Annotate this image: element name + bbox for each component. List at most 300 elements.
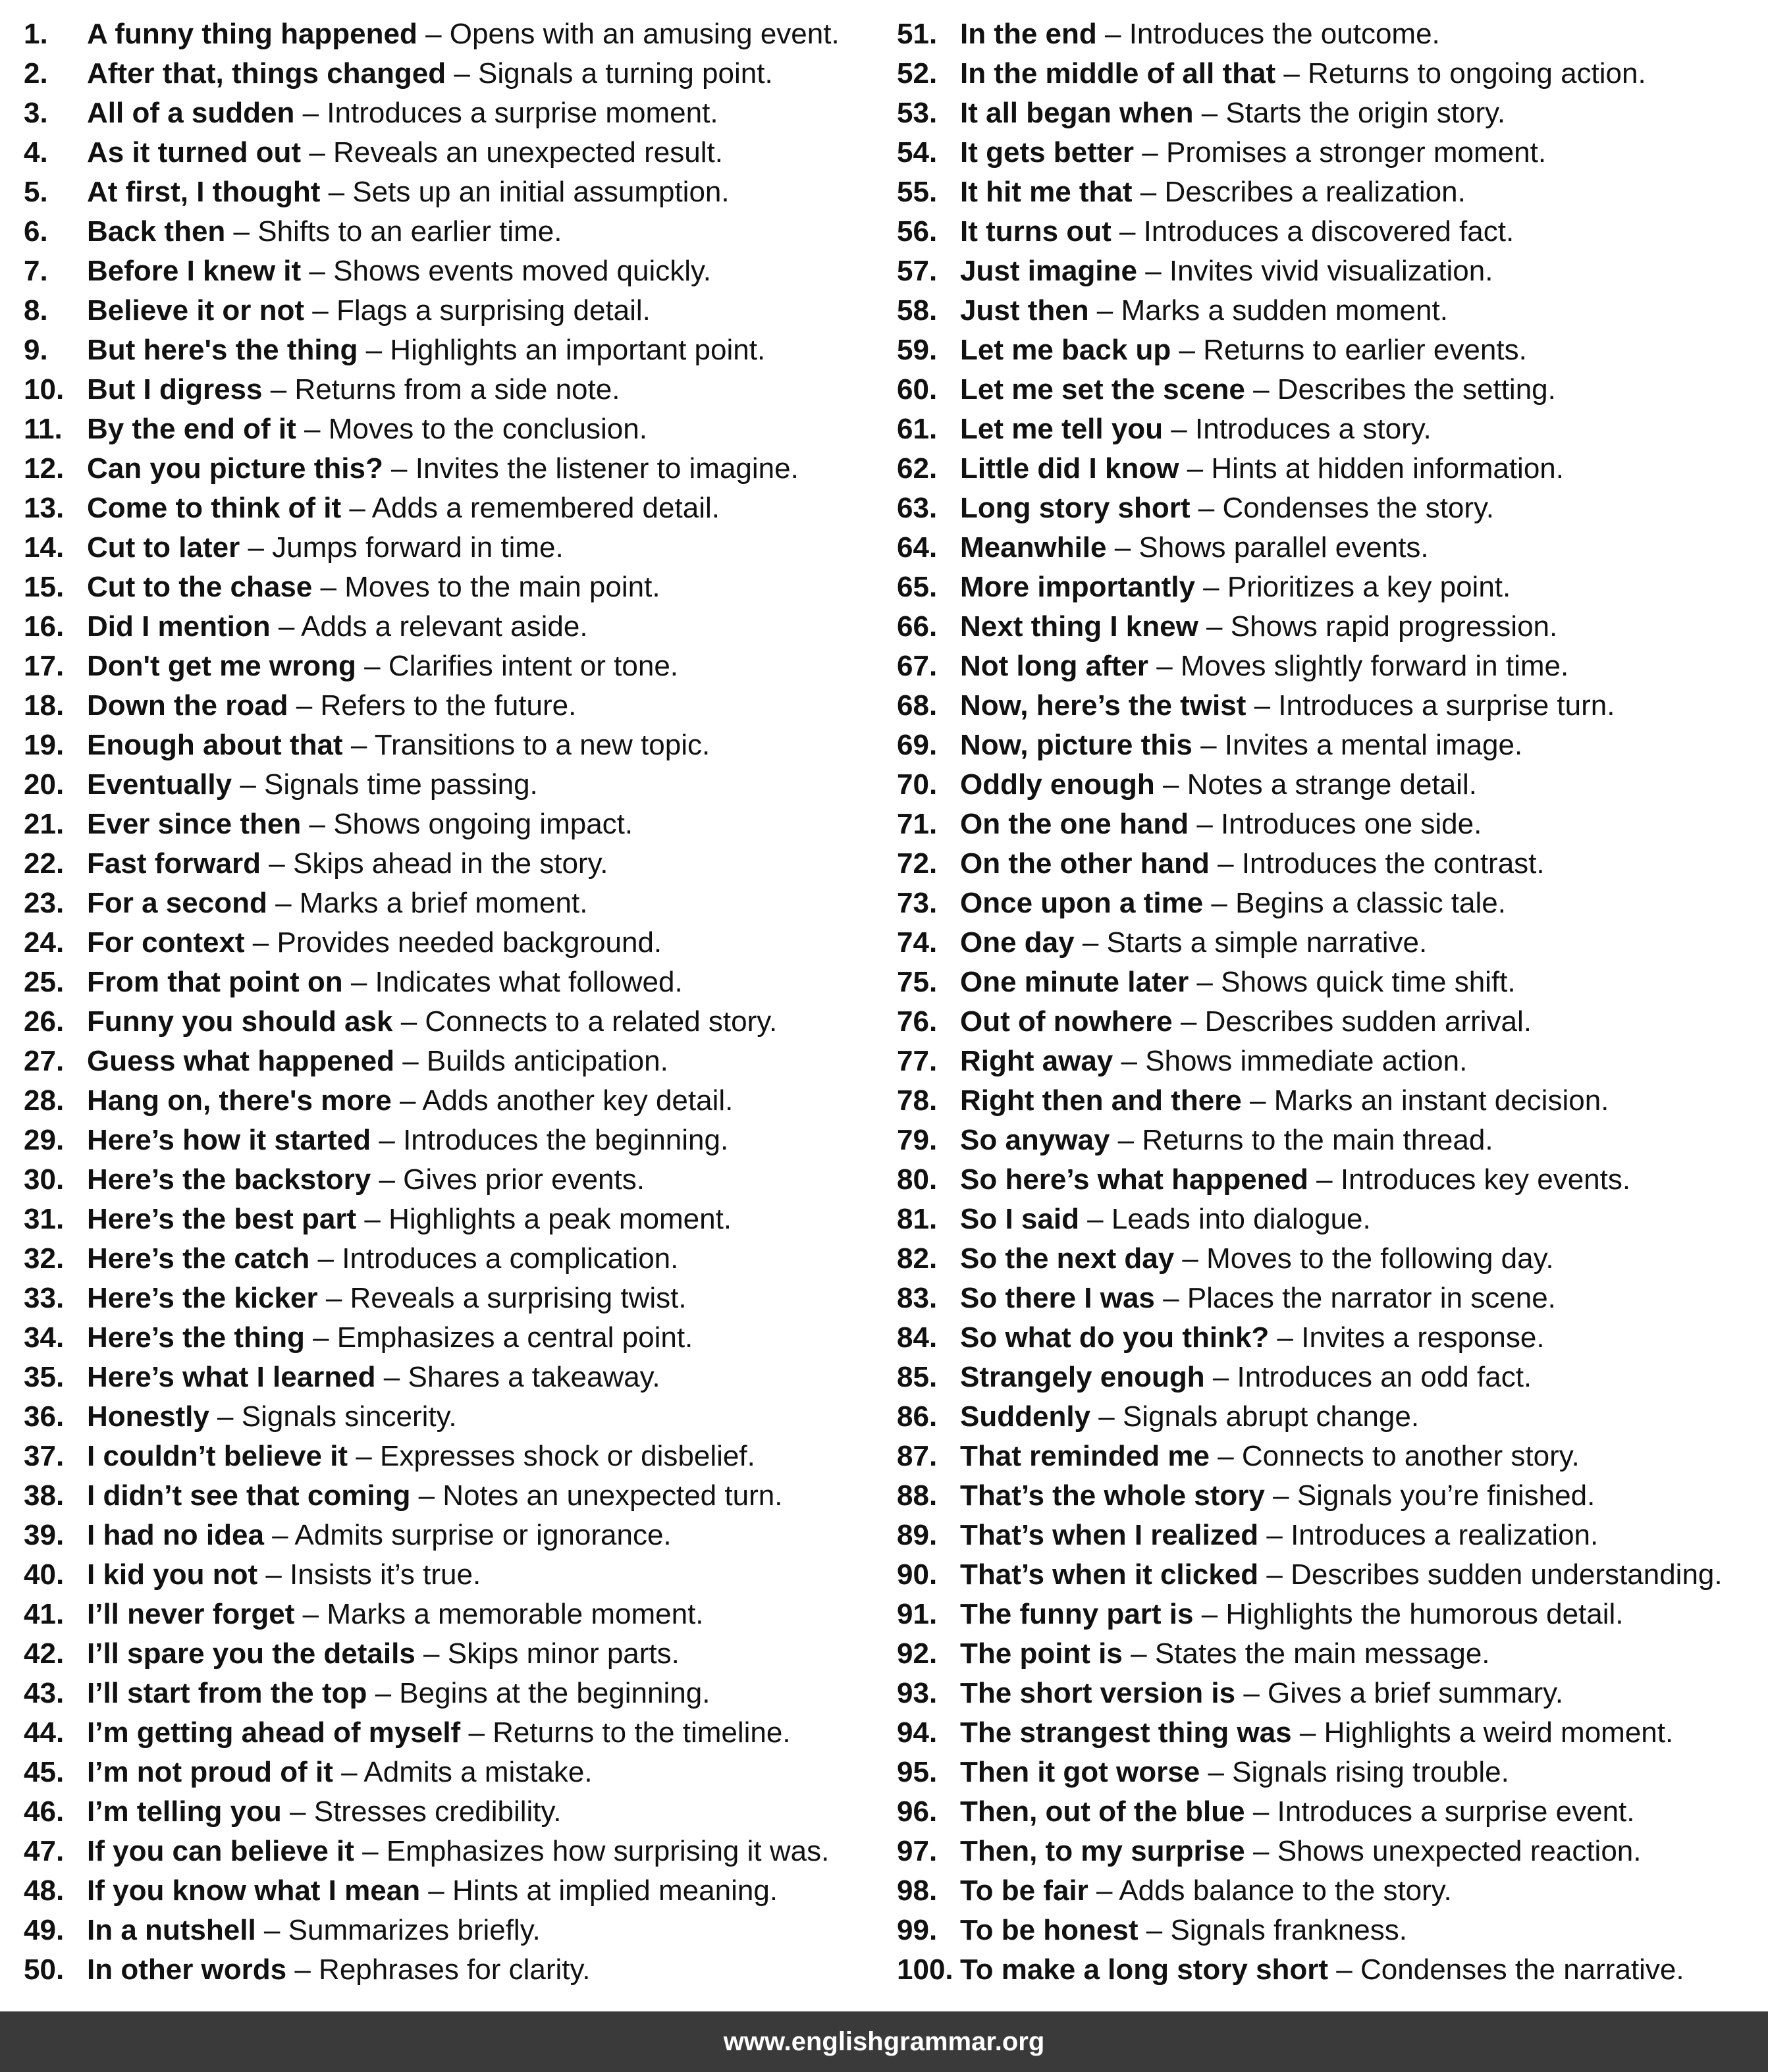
item-description: Introduces key events. [1340, 1163, 1631, 1196]
list-item [24, 1950, 873, 1990]
item-text [87, 410, 647, 449]
list-item [24, 133, 873, 173]
list-item [24, 1911, 873, 1950]
item-phrase: Let me tell you [960, 413, 1164, 445]
item-description: Expresses shock or disbelief. [380, 1440, 755, 1472]
item-text [87, 963, 683, 1002]
item-description: Moves to the conclusion. [328, 413, 647, 445]
item-number: 78. [897, 1084, 938, 1117]
item-separator: – [420, 1874, 452, 1907]
item-description: Highlights a peak moment. [388, 1203, 732, 1235]
item-phrase: Cut to the chase [87, 571, 313, 603]
item-number: 45. [24, 1756, 65, 1788]
item-text [960, 805, 1482, 844]
item-phrase: Here’s what I learned [87, 1361, 376, 1393]
item-number: 3. [24, 97, 48, 129]
item-description: Moves to the main point. [344, 571, 660, 603]
item-description: Condenses the story. [1222, 492, 1495, 524]
item-phrase: It turns out [960, 215, 1112, 248]
item-text [960, 1871, 1452, 1911]
item-description: Hints at hidden information. [1211, 452, 1564, 485]
item-text [960, 647, 1568, 686]
footer-banner [0, 2011, 1768, 2072]
list-item [24, 1397, 873, 1437]
item-description: Returns to the main thread. [1142, 1124, 1493, 1156]
item-separator: – [1154, 1282, 1187, 1314]
item-phrase: Now, here’s the twist [960, 689, 1246, 722]
item-separator: – [1235, 1677, 1268, 1709]
item-description: Marks a sudden moment. [1121, 294, 1448, 327]
item-number: 50. [24, 1953, 65, 1986]
list-item [24, 291, 873, 331]
item-number: 31. [24, 1203, 65, 1235]
item-number: 49. [24, 1914, 65, 1946]
list-item [897, 1634, 1759, 1674]
item-description: Returns from a side note. [294, 373, 620, 406]
item-text [960, 1555, 1723, 1595]
list-item [24, 686, 873, 726]
item-description: Shows rapid progression. [1230, 610, 1558, 643]
item-phrase: I’m not proud of it [87, 1756, 333, 1788]
item-number: 64. [897, 531, 938, 564]
list-item [897, 1042, 1759, 1081]
item-separator: – [446, 57, 479, 90]
item-description: Introduces the outcome. [1129, 18, 1440, 50]
item-number: 89. [897, 1519, 938, 1551]
list-item [897, 1871, 1759, 1911]
item-phrase: So what do you think? [960, 1321, 1270, 1354]
item-text [960, 489, 1494, 528]
item-phrase: I couldn’t believe it [87, 1440, 348, 1472]
item-text [960, 1476, 1595, 1516]
item-text [87, 1516, 672, 1555]
item-text [87, 1437, 755, 1476]
item-description: Introduces a complication. [342, 1242, 679, 1275]
item-phrase: Before I knew it [87, 255, 302, 287]
item-number: 56. [897, 215, 938, 248]
item-description: Adds balance to the story. [1119, 1874, 1452, 1907]
item-text [960, 252, 1493, 291]
item-text [960, 528, 1429, 568]
item-text [87, 133, 723, 173]
item-number: 1. [24, 18, 48, 50]
item-separator: – [232, 768, 265, 801]
item-text [960, 1358, 1532, 1397]
item-description: Moves to the following day. [1206, 1242, 1554, 1275]
item-number: 100. [897, 1953, 953, 1986]
item-separator: – [1246, 689, 1279, 722]
item-description: Builds anticipation. [426, 1045, 668, 1077]
item-number: 53. [897, 97, 938, 129]
item-description: Describes sudden understanding. [1291, 1558, 1723, 1591]
item-separator: – [294, 97, 327, 129]
item-phrase: Come to think of it [87, 492, 342, 524]
item-number: 71. [897, 808, 938, 840]
item-description: Connects to another story. [1241, 1440, 1580, 1472]
item-description: Skips minor parts. [447, 1637, 680, 1670]
item-number: 27. [24, 1045, 65, 1077]
item-text [87, 173, 730, 212]
item-text [87, 1121, 728, 1160]
item-separator: – [1193, 97, 1226, 129]
item-text [87, 884, 587, 923]
list-item [897, 647, 1759, 686]
item-number: 74. [897, 926, 938, 959]
item-text [960, 726, 1522, 765]
item-phrase: By the end of it [87, 413, 296, 445]
item-text [960, 173, 1466, 212]
list-item [24, 805, 873, 844]
item-separator: – [1291, 1716, 1324, 1749]
item-separator: – [1110, 1124, 1142, 1156]
list-item [24, 1239, 873, 1279]
item-separator: – [309, 1242, 342, 1275]
item-number: 36. [24, 1400, 65, 1433]
list-item [897, 923, 1759, 963]
list-item [897, 528, 1759, 568]
item-number: 76. [897, 1005, 938, 1038]
item-number: 83. [897, 1282, 938, 1314]
item-number: 86. [897, 1400, 938, 1433]
item-text [960, 1160, 1630, 1200]
item-phrase: All of a sudden [87, 97, 295, 129]
item-phrase: Just imagine [960, 255, 1137, 287]
list-item [24, 173, 873, 212]
item-number: 52. [897, 57, 938, 90]
item-separator: – [1122, 1637, 1155, 1670]
item-text [87, 1950, 590, 1990]
item-phrase: Next thing I knew [960, 610, 1198, 643]
item-separator: – [301, 808, 334, 840]
item-text [960, 1832, 1641, 1871]
list-item [24, 963, 873, 1002]
item-phrase: Here’s the best part [87, 1203, 357, 1235]
list-item [24, 1160, 873, 1200]
item-separator: – [1189, 808, 1221, 840]
item-description: Moves slightly forward in time. [1180, 650, 1569, 682]
item-description: Returns to earlier events. [1203, 334, 1527, 366]
list-item [897, 1239, 1759, 1279]
item-phrase: To make a long story short [960, 1953, 1329, 1986]
item-separator: – [348, 1440, 380, 1472]
list-item [897, 1476, 1759, 1516]
item-text [960, 1200, 1371, 1239]
item-text [87, 1081, 733, 1121]
item-phrase: Once upon a time [960, 887, 1204, 919]
item-text [87, 331, 765, 370]
item-number: 65. [897, 571, 938, 603]
list-item [897, 252, 1759, 291]
item-phrase: Enough about that [87, 729, 343, 761]
item-separator: – [261, 847, 293, 880]
item-separator: – [1203, 887, 1236, 919]
item-text [960, 568, 1511, 607]
item-text [960, 1121, 1493, 1160]
item-text [960, 1239, 1554, 1279]
list-item [24, 1476, 873, 1516]
item-text [960, 1516, 1598, 1555]
item-text [87, 252, 711, 291]
item-text [87, 1239, 678, 1279]
item-description: Emphasizes how surprising it was. [386, 1835, 830, 1867]
item-number: 44. [24, 1716, 65, 1749]
item-separator: – [392, 1005, 425, 1038]
item-description: States the main message. [1154, 1637, 1490, 1670]
item-number: 69. [897, 729, 938, 761]
item-text [87, 568, 660, 607]
item-text [960, 1279, 1556, 1318]
list-item [897, 805, 1759, 844]
item-number: 14. [24, 531, 65, 564]
item-separator: – [371, 1124, 404, 1156]
item-text [960, 1042, 1467, 1081]
item-phrase: Oddly enough [960, 768, 1155, 801]
item-number: 32. [24, 1242, 65, 1275]
item-phrase: Just then [960, 294, 1089, 327]
item-description: Summarizes briefly. [288, 1914, 541, 1946]
item-separator: – [257, 1558, 290, 1591]
item-text [87, 726, 710, 765]
item-description: Notes a strange detail. [1187, 768, 1477, 801]
item-separator: – [1163, 413, 1195, 445]
item-number: 95. [897, 1756, 938, 1788]
item-phrase: Fast forward [87, 847, 261, 880]
list-item [897, 173, 1759, 212]
item-separator: – [301, 255, 334, 287]
item-phrase: I’m getting ahead of myself [87, 1716, 461, 1749]
item-number: 25. [24, 966, 65, 998]
item-description: Shows quick time shift. [1221, 966, 1516, 998]
item-description: Marks an instant decision. [1273, 1084, 1609, 1117]
item-separator: – [1308, 1163, 1341, 1196]
item-separator: – [1204, 1361, 1237, 1393]
list-item [897, 93, 1759, 133]
item-separator: – [1148, 650, 1181, 682]
item-separator: – [1258, 1558, 1291, 1591]
item-number: 75. [897, 966, 938, 998]
item-text [87, 607, 588, 647]
item-number: 97. [897, 1835, 938, 1867]
item-number: 24. [24, 926, 65, 959]
item-text [960, 686, 1615, 726]
item-number: 81. [897, 1203, 938, 1235]
item-separator: – [356, 1203, 389, 1235]
item-separator: – [209, 1400, 242, 1433]
list-item [24, 1792, 873, 1832]
item-description: Notes an unexpected turn. [442, 1479, 783, 1512]
list-item [24, 1002, 873, 1042]
item-text [960, 1634, 1490, 1674]
item-phrase: The funny part is [960, 1598, 1194, 1630]
item-text [87, 1279, 687, 1318]
item-text [87, 1713, 791, 1753]
item-description: Introduces a surprise moment. [327, 97, 718, 129]
item-number: 67. [897, 650, 938, 682]
item-number: 12. [24, 452, 65, 485]
item-separator: – [317, 1282, 350, 1314]
item-text [960, 14, 1440, 54]
item-phrase: On the one hand [960, 808, 1189, 840]
item-number: 33. [24, 1282, 65, 1314]
item-number: 59. [897, 334, 938, 366]
item-number: 41. [24, 1598, 65, 1630]
item-separator: – [1074, 926, 1107, 959]
item-separator: – [1192, 729, 1225, 761]
item-separator: – [304, 1321, 337, 1354]
item-description: Adds another key detail. [422, 1084, 734, 1117]
list-item [897, 1674, 1759, 1713]
item-phrase: The short version is [960, 1677, 1236, 1709]
item-phrase: Little did I know [960, 452, 1179, 485]
item-description: Emphasizes a central point. [336, 1321, 693, 1354]
item-description: Introduces the beginning. [403, 1124, 729, 1156]
item-text [87, 212, 562, 252]
item-separator: – [1174, 1242, 1207, 1275]
item-text [87, 1634, 680, 1674]
item-text [87, 14, 840, 54]
item-text [960, 1674, 1563, 1713]
item-phrase: In a nutshell [87, 1914, 256, 1946]
item-separator: – [1190, 492, 1223, 524]
item-separator: – [1088, 294, 1121, 327]
list-item [897, 1595, 1759, 1634]
list-item [24, 1753, 873, 1792]
item-separator: – [410, 1479, 443, 1512]
list-item [897, 884, 1759, 923]
item-description: Signals time passing. [264, 768, 538, 801]
item-phrase: That’s when I realized [960, 1519, 1259, 1551]
item-separator: – [1275, 57, 1308, 90]
item-number: 72. [897, 847, 938, 880]
item-separator: – [262, 373, 295, 406]
item-number: 17. [24, 650, 65, 682]
list-item [897, 212, 1759, 252]
item-separator: – [1328, 1953, 1360, 1986]
list-item [897, 133, 1759, 173]
item-separator: – [1079, 1203, 1112, 1235]
item-description: Describes the setting. [1277, 373, 1556, 406]
item-number: 77. [897, 1045, 938, 1077]
item-phrase: Back then [87, 215, 226, 248]
list-item [897, 1081, 1759, 1121]
item-phrase: Long story short [960, 492, 1191, 524]
item-text [87, 528, 564, 568]
item-phrase: That’s when it clicked [960, 1558, 1259, 1591]
item-description: Transitions to a new topic. [374, 729, 710, 761]
item-number: 70. [897, 768, 938, 801]
item-phrase: So there I was [960, 1282, 1155, 1314]
item-phrase: Here’s the catch [87, 1242, 310, 1275]
item-phrase: That’s the whole story [960, 1479, 1265, 1512]
list-item [897, 1279, 1759, 1318]
item-description: Promises a stronger moment. [1165, 136, 1547, 169]
item-separator: – [294, 1598, 327, 1630]
item-description: Gives prior events. [403, 1163, 645, 1196]
item-phrase: That reminded me [960, 1440, 1210, 1472]
list-item [24, 1200, 873, 1239]
item-number: 47. [24, 1835, 65, 1867]
item-phrase: So the next day [960, 1242, 1175, 1275]
item-text [960, 1318, 1545, 1358]
item-text [87, 54, 773, 93]
item-phrase: I had no idea [87, 1519, 264, 1551]
item-number: 40. [24, 1558, 65, 1591]
list-item [24, 1634, 873, 1674]
item-description: Shifts to an earlier time. [257, 215, 562, 248]
item-number: 38. [24, 1479, 65, 1512]
list-item [897, 1397, 1759, 1437]
item-text [87, 1674, 710, 1713]
list-item [24, 449, 873, 489]
item-description: Sets up an initial assumption. [352, 176, 730, 208]
item-separator: – [383, 452, 415, 485]
item-separator: – [1179, 452, 1212, 485]
item-phrase: At first, I thought [87, 176, 321, 208]
item-separator: – [281, 1795, 314, 1828]
list-item [897, 14, 1759, 54]
item-phrase: From that point on [87, 966, 343, 998]
footer-website-link[interactable]: www.englishgrammar.org [723, 2027, 1045, 2056]
item-text [960, 1595, 1624, 1634]
item-separator: – [1245, 1835, 1277, 1867]
item-text [960, 291, 1448, 331]
item-number: 80. [897, 1163, 938, 1196]
item-text [87, 1753, 593, 1792]
item-description: Begins a classic tale. [1235, 887, 1506, 919]
item-phrase: So anyway [960, 1124, 1110, 1156]
item-separator: – [270, 610, 302, 643]
list-item [897, 568, 1759, 607]
item-text [960, 765, 1477, 805]
item-separator: – [1193, 1598, 1226, 1630]
item-description: Highlights a weird moment. [1324, 1716, 1674, 1749]
item-phrase: So here’s what happened [960, 1163, 1308, 1196]
item-number: 30. [24, 1163, 65, 1196]
item-phrase: It all began when [960, 97, 1194, 129]
item-separator: – [1132, 176, 1165, 208]
item-phrase: Guess what happened [87, 1045, 394, 1077]
item-description: Introduces a surprise turn. [1278, 689, 1615, 722]
item-description: Condenses the narrative. [1360, 1953, 1684, 1986]
item-phrase: In the end [960, 18, 1097, 50]
list-item [897, 607, 1759, 647]
list-item [897, 449, 1759, 489]
item-text [87, 449, 799, 489]
item-separator: – [296, 413, 329, 445]
item-number: 99. [897, 1914, 938, 1946]
item-text [960, 963, 1516, 1002]
item-text [87, 1871, 778, 1911]
list-item [24, 370, 873, 410]
list-item [24, 252, 873, 291]
list-item [24, 1081, 873, 1121]
item-separator: – [358, 334, 390, 366]
item-phrase: Here’s the kicker [87, 1282, 318, 1314]
item-phrase: Right away [960, 1045, 1113, 1077]
item-phrase: Let me back up [960, 334, 1171, 366]
item-number: 48. [24, 1874, 65, 1907]
item-separator: – [1106, 531, 1139, 564]
item-text [87, 1911, 541, 1950]
item-separator: – [1209, 847, 1242, 880]
item-text [960, 1437, 1580, 1476]
list-item [897, 1555, 1759, 1595]
item-phrase: Suddenly [960, 1400, 1091, 1433]
item-separator: – [333, 1756, 364, 1788]
list-item [24, 54, 873, 93]
item-text [960, 1713, 1673, 1753]
item-description: Shows unexpected reaction. [1277, 1835, 1642, 1867]
